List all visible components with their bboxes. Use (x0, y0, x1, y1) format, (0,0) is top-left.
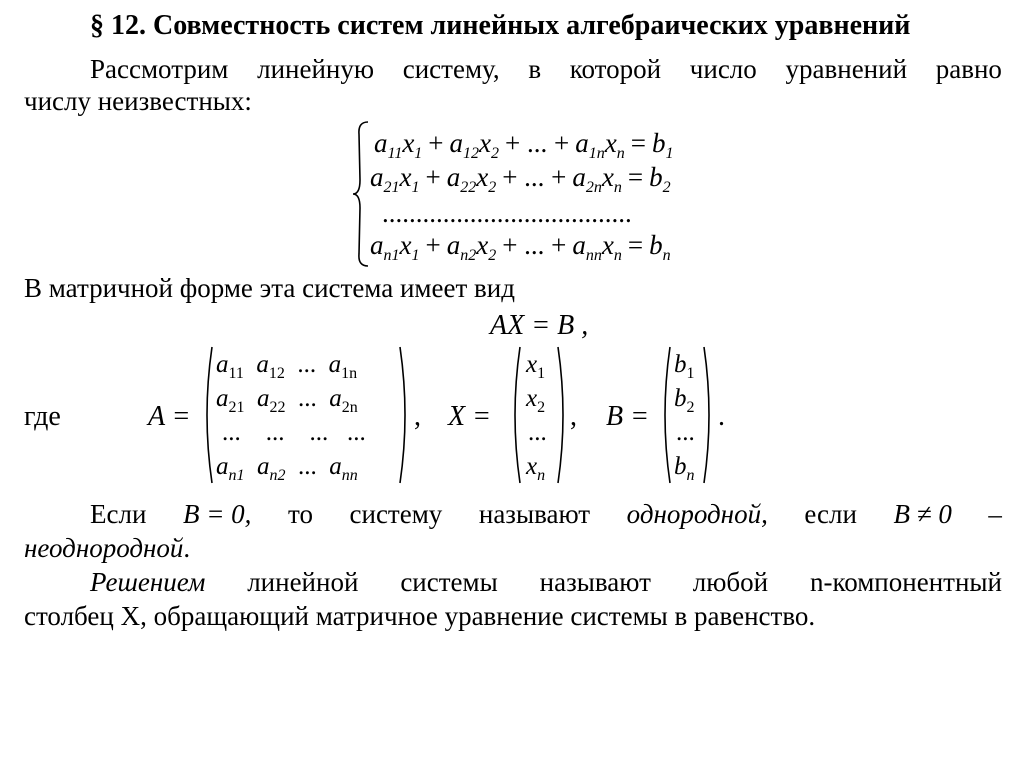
period: . (183, 533, 191, 563)
word: уравнений (785, 54, 908, 84)
matrix-x-row-1: $x_1$ (526, 351, 546, 382)
section-title: § 12. Совместность систем линейных алгебраических уравнений (90, 10, 911, 41)
matrix-x-row-dots: ... (528, 419, 547, 446)
left-paren-icon (200, 345, 214, 485)
right-paren-icon (702, 345, 716, 485)
word: в (528, 54, 542, 84)
word: систему, (402, 54, 500, 84)
term-inhomogeneous: неоднородной (24, 533, 184, 563)
matrix-equation: AX = B , (490, 310, 589, 341)
matrix-a-label: A = (148, 401, 191, 432)
right-paren-icon (398, 345, 412, 485)
word: системы (400, 567, 498, 597)
ellipsis-row: ..................................... (382, 198, 632, 228)
intro-line-2: числу неизвестных: (24, 86, 252, 116)
word: равно (935, 54, 1002, 84)
homog-line-2 (24, 532, 1002, 564)
equation-system (352, 120, 752, 268)
left-paren-icon (658, 345, 672, 485)
equation-row-1: $a_{11}x_1 + a_{12}x_2$ + ... + $a_{1n}x_n = b_1$ (374, 128, 674, 162)
matrix-a-row-n: $a_{n1}$ $a_{n2}$ ... $a_{nn}$ (216, 453, 358, 484)
left-paren-icon (508, 345, 522, 485)
left-brace-icon (352, 120, 372, 268)
matrix-x-label: X = (448, 401, 491, 432)
matrix-a-row-dots: ... ... ... ... (222, 419, 366, 446)
condition-b-nonzero: B ≠ 0 (893, 499, 952, 529)
matrix-a-row-2: $a_{21}$ $a_{22}$ ... $a_{2n}$ (216, 385, 358, 416)
term-solution: Решением (90, 567, 206, 597)
word: то (288, 499, 313, 529)
word: Если (90, 499, 147, 529)
matrix-x-row-n: $x_n$ (526, 453, 546, 484)
homog-line-1 (90, 498, 1002, 530)
condition-b-zero: B = 0, (182, 499, 252, 529)
word: Рассмотрим (90, 54, 229, 84)
word: линейной (247, 567, 359, 597)
matrix-b-row-1: $b_1$ (674, 351, 695, 382)
solution-line-1 (90, 566, 1002, 598)
word: называют (478, 499, 591, 529)
word: систему (349, 499, 443, 529)
word: любой (692, 567, 769, 597)
equation-row-n: $a_{n1}x_1 + a_{n2}x_2$ + ... + $a_{nn}x_n = b_n$ (370, 230, 671, 264)
equation-row-2: $a_{21}x_1 + a_{22}x_2$ + ... + $a_{2n}x_n = b_2$ (370, 162, 671, 196)
dash: – (988, 499, 1002, 529)
matrix-b-row-n: $b_n$ (674, 453, 695, 484)
word: n-компонентный (810, 567, 1002, 597)
word: которой (569, 54, 662, 84)
solution-line-2: столбец X, обращающий матричное уравнение системы в равенство. (24, 601, 816, 631)
word: если (804, 499, 857, 529)
comma: , (570, 401, 577, 432)
period: . (718, 401, 725, 432)
term-homogeneous: однородной, (626, 499, 768, 529)
word: число (689, 54, 757, 84)
matrix-form-sentence: В матричной форме эта система имеет вид (24, 273, 515, 303)
intro-line-1 (90, 53, 1002, 85)
matrix-b-row-2: $b_2$ (674, 385, 695, 416)
word: называют (539, 567, 651, 597)
matrix-a-row-1: $a_{11}$ $a_{12}$ ... $a_{1n}$ (216, 351, 358, 382)
matrix-x-row-2: $x_2$ (526, 385, 546, 416)
where-word: где (24, 401, 61, 432)
matrix-b-row-dots: ... (676, 419, 695, 446)
right-paren-icon (556, 345, 570, 485)
matrix-definitions (0, 345, 1024, 485)
matrix-b-label: B = (606, 401, 649, 432)
word: линейную (257, 54, 375, 84)
comma: , (414, 401, 421, 432)
